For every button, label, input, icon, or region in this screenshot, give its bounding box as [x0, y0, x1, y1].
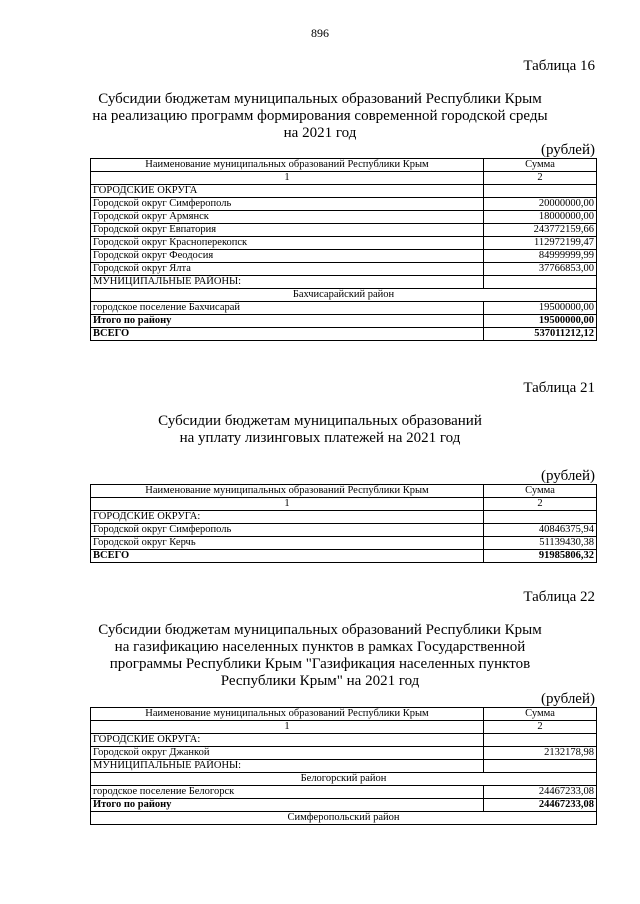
row-name: ВСЕГО — [91, 550, 484, 563]
row-amount: 2132178,98 — [484, 747, 597, 760]
title-line: на 2021 год — [283, 125, 357, 141]
table-label: Таблица 22 — [523, 589, 595, 605]
row-name: Городской округ Симферополь — [91, 198, 484, 211]
district-name: Симферопольский район — [91, 812, 597, 825]
district-row — [91, 289, 597, 302]
row-name: ВСЕГО — [91, 328, 484, 341]
table-16-section — [0, 58, 640, 341]
row-amount: 19500000,00 — [484, 302, 597, 315]
row-amount — [484, 276, 597, 289]
column-number-row — [91, 172, 597, 185]
column-header-name: Наименование муниципальных образований Республики Крым — [91, 708, 484, 721]
table-row — [91, 537, 597, 550]
table-row — [91, 747, 597, 760]
page-number: 896 — [311, 26, 329, 40]
table-row — [91, 224, 597, 237]
row-amount — [484, 734, 597, 747]
row-name: МУНИЦИПАЛЬНЫЕ РАЙОНЫ: — [91, 760, 484, 773]
row-amount: 40846375,94 — [484, 524, 597, 537]
column-number: 1 — [91, 721, 484, 734]
data-table — [90, 158, 597, 341]
table-row — [91, 211, 597, 224]
column-number-row — [91, 498, 597, 511]
district-row — [91, 773, 597, 786]
row-name: городское поселение Бахчисарай — [91, 302, 484, 315]
column-number: 2 — [484, 172, 597, 185]
data-table — [90, 484, 597, 563]
title-line: программы Республики Крым "Газификация населенных пунктов — [109, 656, 531, 672]
table-header-row — [91, 708, 597, 721]
column-header-name: Наименование муниципальных образований Республики Крым — [91, 159, 484, 172]
row-amount: 537011212,12 — [484, 328, 597, 341]
row-amount: 243772159,66 — [484, 224, 597, 237]
row-name: МУНИЦИПАЛЬНЫЕ РАЙОНЫ: — [91, 276, 484, 289]
table-row — [91, 250, 597, 263]
row-amount: 37766853,00 — [484, 263, 597, 276]
row-name: Городской округ Армянск — [91, 211, 484, 224]
row-name: Городской округ Джанкой — [91, 747, 484, 760]
table-header-row — [91, 485, 597, 498]
total-row — [91, 328, 597, 341]
row-name: ГОРОДСКИЕ ОКРУГА: — [91, 511, 484, 524]
row-amount: 20000000,00 — [484, 198, 597, 211]
column-header-sum: Сумма — [484, 159, 597, 172]
row-amount: 84999999,99 — [484, 250, 597, 263]
title-line: Субсидии бюджетам муниципальных образований — [158, 413, 482, 429]
title-line: Субсидии бюджетам муниципальных образований Республики Крым — [98, 91, 542, 107]
district-name: Белогорский район — [91, 773, 597, 786]
column-header-name: Наименование муниципальных образований Республики Крым — [91, 485, 484, 498]
units-label: (рублей) — [540, 691, 595, 707]
row-name: Городской округ Ялта — [91, 263, 484, 276]
row-amount: 24467233,08 — [484, 799, 597, 812]
title-line: на газификацию населенных пунктов в рамках Государственной — [114, 639, 526, 655]
row-name: ГОРОДСКИЕ ОКРУГА — [91, 185, 484, 198]
units-label: (рублей) — [540, 142, 595, 158]
table-label: Таблица 21 — [523, 380, 595, 396]
row-name: Городской округ Керчь — [91, 537, 484, 550]
total-row — [91, 550, 597, 563]
table-row — [91, 511, 597, 524]
total-row — [91, 799, 597, 812]
title-line: на реализацию программ формирования современной городской среды — [92, 108, 548, 124]
table-title — [0, 622, 640, 690]
table-title — [0, 91, 640, 142]
table-row — [91, 524, 597, 537]
row-name: Городской округ Красноперекопск — [91, 237, 484, 250]
table-row — [91, 185, 597, 198]
row-amount: 18000000,00 — [484, 211, 597, 224]
row-name: ГОРОДСКИЕ ОКРУГА: — [91, 734, 484, 747]
row-amount: 91985806,32 — [484, 550, 597, 563]
table-row — [91, 198, 597, 211]
column-number-row — [91, 721, 597, 734]
row-amount — [484, 511, 597, 524]
column-number: 1 — [91, 498, 484, 511]
district-row — [91, 812, 597, 825]
table-row — [91, 276, 597, 289]
row-amount: 112972199,47 — [484, 237, 597, 250]
table-row — [91, 786, 597, 799]
title-line: на уплату лизинговых платежей на 2021 год — [179, 430, 461, 446]
table-22-section — [0, 589, 640, 825]
table-title — [0, 413, 640, 447]
table-label: Таблица 16 — [523, 58, 595, 74]
row-name: Городской округ Симферополь — [91, 524, 484, 537]
row-amount — [484, 185, 597, 198]
row-name: городское поселение Белогорск — [91, 786, 484, 799]
title-line: Республики Крым" на 2021 год — [220, 673, 420, 689]
row-amount: 24467233,08 — [484, 786, 597, 799]
district-name: Бахчисарайский район — [91, 289, 597, 302]
table-row — [91, 302, 597, 315]
row-name: Итого по району — [91, 799, 484, 812]
table-row — [91, 237, 597, 250]
table-row — [91, 760, 597, 773]
units-label: (рублей) — [540, 468, 595, 484]
row-amount: 51139430,38 — [484, 537, 597, 550]
column-header-sum: Сумма — [484, 485, 597, 498]
row-amount — [484, 760, 597, 773]
title-line: Субсидии бюджетам муниципальных образований Республики Крым — [98, 622, 542, 638]
table-row — [91, 263, 597, 276]
table-21-section — [0, 380, 640, 563]
row-name: Городской округ Евпатория — [91, 224, 484, 237]
total-row — [91, 315, 597, 328]
table-header-row — [91, 159, 597, 172]
row-name: Итого по району — [91, 315, 484, 328]
row-name: Городской округ Феодосия — [91, 250, 484, 263]
column-number: 2 — [484, 498, 597, 511]
column-number: 2 — [484, 721, 597, 734]
data-table — [90, 707, 597, 825]
column-number: 1 — [91, 172, 484, 185]
table-row — [91, 734, 597, 747]
row-amount: 19500000,00 — [484, 315, 597, 328]
column-header-sum: Сумма — [484, 708, 597, 721]
